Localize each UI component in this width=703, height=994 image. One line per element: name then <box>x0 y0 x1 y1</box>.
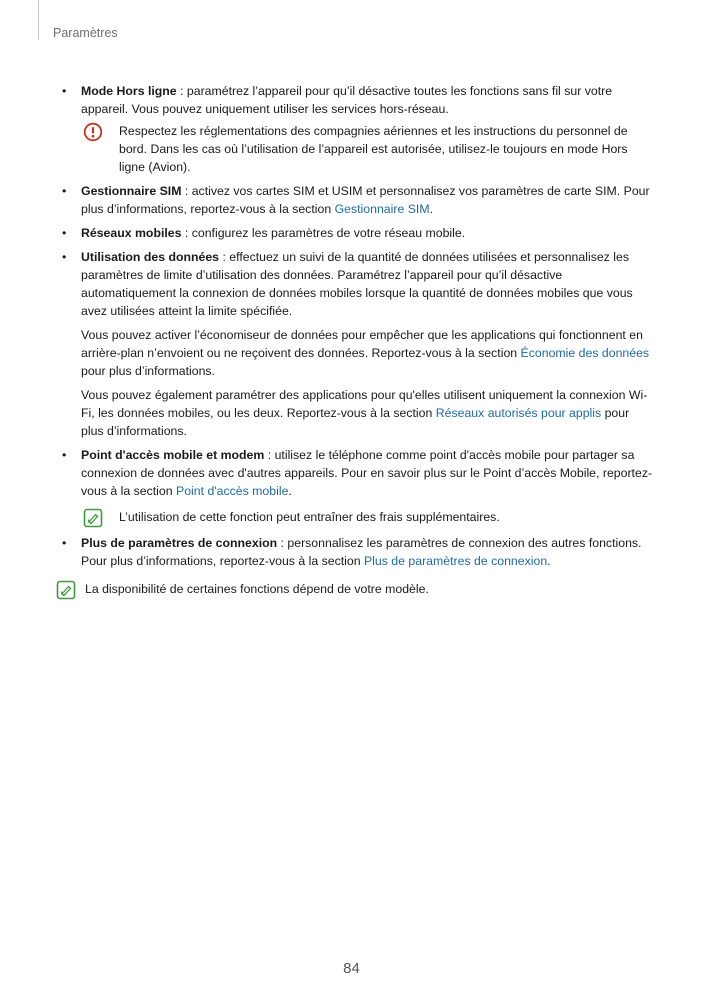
page-number: 84 <box>343 960 360 977</box>
term-plus-parametres: Plus de paramètres de connexion <box>81 536 278 550</box>
caution-text: Respectez les réglementations des compagnies aériennes et les instructions du personnel de bord. Dans les cas où l’utilisation de l’appareil est autorisée, utilisez-le toujours en mode Hors ligne (Avion). <box>119 124 628 174</box>
caution-icon <box>83 122 103 142</box>
link-point-acces-mobile[interactable]: Point d'accès mobile <box>176 484 289 498</box>
term-point-acces: Point d'accès mobile et modem <box>81 448 265 462</box>
item-text-end: . <box>429 202 434 216</box>
para-text: Vous pouvez également paramétrer des applications pour qu'elles utilisent uniquement la connexion Wi-Fi, les données mobiles, ou les deux. Reportez-vous à la section <box>81 388 648 420</box>
note-icon <box>56 580 76 600</box>
footer-note-text: La disponibilité de certaines fonctions dépend de votre modèle. <box>85 582 429 596</box>
info-note <box>81 508 655 526</box>
list-item-point-acces <box>60 446 655 526</box>
paragraph-economiseur <box>81 326 655 380</box>
term-reseaux-mobiles: Réseaux mobiles <box>81 226 182 240</box>
footer-note <box>54 580 655 598</box>
term-mode-hors-ligne: Mode Hors ligne <box>81 84 177 98</box>
para-text-end: pour plus d’informations. <box>81 406 630 438</box>
link-gestionnaire-sim[interactable]: Gestionnaire SIM <box>334 202 430 216</box>
bullet: • <box>62 250 67 264</box>
bullet: • <box>62 448 67 462</box>
list-item-reseaux-mobiles <box>60 224 655 242</box>
item-text: : utilisez le téléphone comme point d'accès mobile pour partager sa connexion de données avec d'autres appareils. Pour en savoir plus sur le Point d’accès Mobile, reportez-vous à la section <box>81 448 653 498</box>
list-item-gestionnaire-sim <box>60 182 655 218</box>
bullet: • <box>62 184 67 198</box>
item-text: : effectuez un suivi de la quantité de données utilisées et personnalisez les paramètres de limite d’utilisation des données. Paramétrez l’appareil pour qu’il désactive automatiquement la connexion de données mobiles lorsque la quantité de données mobiles que vous avez utilisées atteint la limite spécifiée. <box>81 250 633 318</box>
page-header: Paramètres <box>53 26 118 40</box>
content <box>60 82 655 600</box>
link-reseaux-autorises[interactable]: Réseaux autorisés pour applis <box>435 406 602 420</box>
bullet: • <box>62 84 67 98</box>
bullet: • <box>62 226 67 240</box>
link-economie-donnees[interactable]: Économie des données <box>520 346 650 360</box>
list-item-utilisation-donnees <box>60 248 655 440</box>
caution-note <box>81 122 655 176</box>
item-text: : activez vos cartes SIM et USIM et personnalisez vos paramètres de carte SIM. Pour plus d’informations, reportez-vous à la section <box>81 184 650 216</box>
item-text: : paramétrez l’appareil pour qu’il désactive toutes les fonctions sans fil sur votre appareil. Vous pouvez uniquement utiliser les services hors-réseau. <box>81 84 613 116</box>
para-text-end: pour plus d’informations. <box>81 364 215 378</box>
link-plus-parametres[interactable]: Plus de paramètres de connexion <box>363 554 548 568</box>
list-item-plus-parametres <box>60 534 655 570</box>
note-text: L’utilisation de cette fonction peut entraîner des frais supplémentaires. <box>119 510 500 524</box>
term-gestionnaire-sim: Gestionnaire SIM <box>81 184 182 198</box>
term-utilisation-donnees: Utilisation des données <box>81 250 220 264</box>
item-text: : configurez les paramètres de votre réseau mobile. <box>181 226 466 240</box>
note-icon <box>83 508 103 528</box>
para-text: Vous pouvez activer l’économiseur de données pour empêcher que les applications qui fonctionnent en arrière-plan n’envoient ou ne reçoivent des données. Reportez-vous à la section <box>81 328 643 360</box>
item-text: : personnalisez les paramètres de connexion des autres fonctions. Pour plus d’informations, reportez-vous à la section <box>81 536 642 568</box>
item-text-end: . <box>547 554 551 568</box>
page-rule <box>38 0 39 40</box>
item-text-end: . <box>288 484 292 498</box>
bullet: • <box>62 536 67 550</box>
paragraph-reseaux-autorises <box>81 386 655 440</box>
list-item-mode-hors-ligne <box>60 82 655 176</box>
